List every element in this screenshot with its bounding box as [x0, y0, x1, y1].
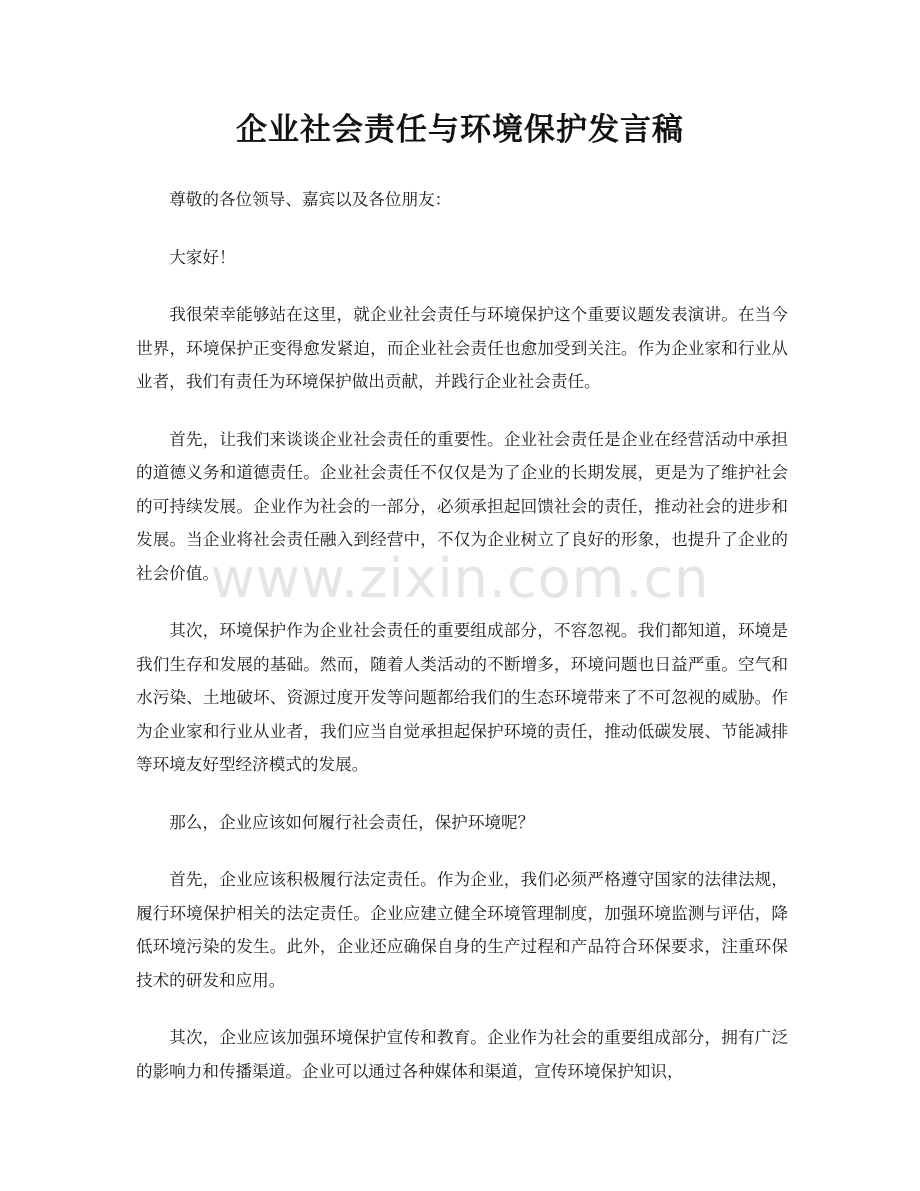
watermark-text: www.zixin.com.cn — [210, 547, 710, 610]
paragraph-legal-duty: 首先，企业应该积极履行法定责任。作为企业，我们必须严格遵守国家的法律法规，履行环境保护相关的法定责任。企业应建立健全环境管理制度，加强环境监测与评估，降低环境污染的发生。此外，企业还应确保自身的生产过程和产品符合环保要求，注重环保技术的研发和应用。 — [136, 870, 788, 990]
paragraph-environment: 其次，环境保护作为企业社会责任的重要组成部分，不容忽视。我们都知道，环境是我们生存和发展的基础。然而，随着人类活动的不断增多，环境问题也日益严重。空气和水污染、土地破坏、资源过度开发等问题都给我们的生态环境带来了不可忽视的威胁。作为企业家和行业从业者，我们应当自觉承担起保护环境的责任，推动低碳发展、节能减排等环境友好型经济模式的发展。 — [136, 621, 788, 774]
paragraph-greeting: 大家好！ — [169, 247, 236, 267]
paragraph-question: 那么，企业应该如何履行社会责任，保护环境呢？ — [169, 812, 535, 832]
paragraph-education: 其次，企业应该加强环境保护宣传和教育。企业作为社会的重要组成部分，拥有广泛的影响力和传播渠道。企业可以通过各种媒体和渠道，宣传环境保护知识， — [136, 1028, 788, 1081]
document-body — [136, 183, 788, 1112]
paragraph-importance: 首先，让我们来谈谈企业社会责任的重要性。企业社会责任是企业在经营活动中承担的道德义务和道德责任。企业社会责任不仅仅是为了企业的长期发展，更是为了维护社会的可持续发展。企业作为社会的一部分，必须承担起回馈社会的责任，推动社会的进步和发展。当企业将社会责任融入到经营中，不仅为企业树立了良好的形象，也提升了企业的社会价值。 — [136, 429, 788, 583]
paragraph-salutation: 尊敬的各位领导、嘉宾以及各位朋友： — [169, 190, 452, 209]
paragraph-intro: 我很荣幸能够站在这里，就企业社会责任与环境保护这个重要议题发表演讲。在当今世界，环境保护正变得愈发紧迫，而企业社会责任也愈加受到关注。作为企业家和行业从业者，我们有责任为环境保护做出贡献，并践行企业社会责任。 — [136, 305, 788, 391]
document-title: 企业社会责任与环境保护发言稿 — [236, 112, 684, 148]
